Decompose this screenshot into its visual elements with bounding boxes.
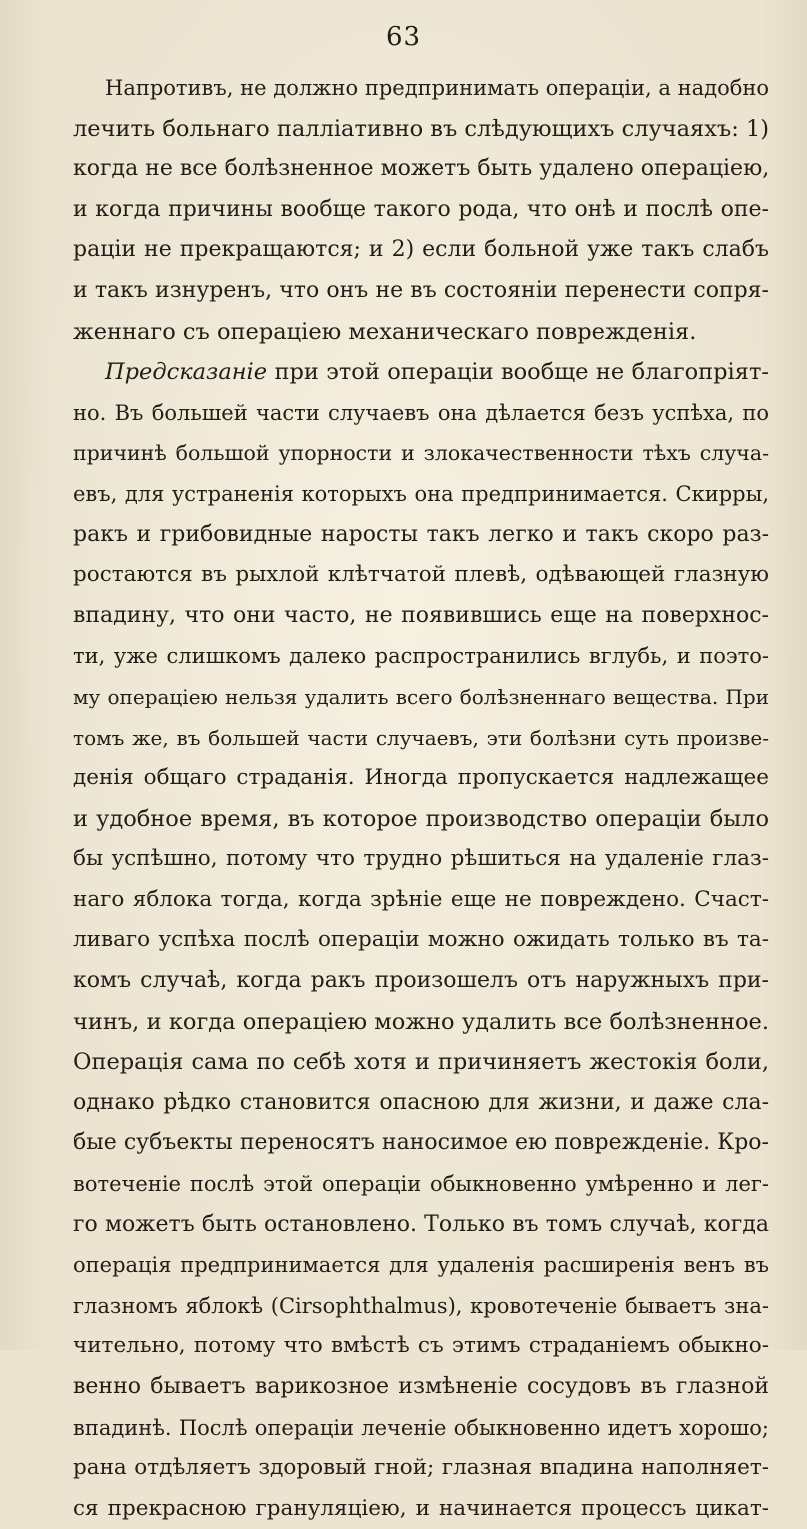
text-line: лечить больнаго палліативно въ слѣдующихъ случаяхъ: 1) <box>73 115 769 142</box>
text-line: однако рѣдко становится опасною для жизни, и даже сла- <box>73 1089 769 1115</box>
text-line: Операція сама по себѣ хотя и причиняетъ жестокія боли, <box>73 1049 769 1076</box>
text-line: но. Въ большей части случаевъ она дѣлается безъ успѣха, по <box>73 400 769 425</box>
text-line: ся прекрасною грануляціею, и начинается процессъ цикат- <box>73 1495 769 1521</box>
text-line: денія общаго страданія. Иногда пропускается надлежащее <box>73 765 769 791</box>
text-line: операція предпринимается для удаленія расширенія венъ въ <box>73 1253 769 1278</box>
text-line: ливаго успѣха послѣ операціи можно ожидать только въ та- <box>73 927 769 953</box>
text-line: комъ случаѣ, когда ракъ произошелъ отъ наружныхъ при- <box>73 968 769 994</box>
text-line: евъ, для устраненія которыхъ она предпринимается. Скирры, <box>73 481 769 506</box>
text-line: му операціею нельзя удалить всего болѣзненнаго вещества. При <box>73 684 769 709</box>
text-line: рана отдѣляетъ здоровый гной; глазная впадина наполняет- <box>73 1455 769 1481</box>
text-line: женнаго съ операціею механическаго поврежденія. <box>73 318 697 345</box>
text-line: впадинѣ. Послѣ операціи леченіе обыкновенно идетъ хорошо; <box>73 1415 769 1440</box>
text-line: и удобное время, въ которое производство операціи было <box>73 805 769 832</box>
page-number: 63 <box>385 22 422 52</box>
text-line: вотеченіе послѣ этой операціи обыкновенно умѣренно и лег- <box>73 1172 769 1197</box>
body-text <box>73 68 769 1529</box>
prognosis-term: Предсказаніе <box>105 359 268 386</box>
text-line: наго яблока тогда, когда зрѣніе еще не повреждено. Счаст- <box>73 886 769 912</box>
text-line-rest: при этой операціи вообще не благопріят- <box>274 359 769 386</box>
text-line: венно бываетъ варикозное измѣненіе сосудовъ въ глазной <box>73 1374 769 1399</box>
text-line: раціи не прекращаются; и 2) если больной уже такъ слабъ <box>73 237 769 263</box>
text-line: чительно, потому что вмѣстѣ съ этимъ страданіемъ обыкно- <box>73 1333 769 1359</box>
text-line: чинъ, и когда операціею можно удалить все болѣзненное. <box>73 1008 769 1035</box>
text-line: когда не все болѣзненное можетъ быть удалено операціею, <box>73 156 769 182</box>
text-line: го можетъ быть остановлено. Только въ томъ случаѣ, когда <box>73 1211 769 1237</box>
text-line: ростаются въ рыхлой клѣтчатой плевѣ, одѣвающей глазную <box>73 562 769 588</box>
text-line: и такъ изнуренъ, что онъ не въ состояніи перенести сопря- <box>73 277 769 303</box>
text-line: Напротивъ, не должно предпринимать операціи, а надобно <box>105 76 769 100</box>
text-line: бы успѣшно, потому что трудно рѣшиться на удаленіе глаз- <box>73 846 769 872</box>
text-line: ти, уже слишкомъ далеко распространились вглубь, и поэто- <box>73 644 769 669</box>
text-line: ракъ и грибовидные наросты такъ легко и такъ скоро раз- <box>73 521 769 547</box>
text-line: глазномъ яблокѣ (Cirsophthalmus), кровотеченіе бываетъ зна- <box>73 1293 769 1318</box>
text-line: причинѣ большой упорности и злокачественности тѣхъ случа- <box>73 441 769 466</box>
text-line-prognosis <box>73 352 769 393</box>
text-line: бые субъекты переносятъ наносимое ею поврежденіе. Кро- <box>73 1130 769 1156</box>
text-line: и когда причины вообще такого рода, что онѣ и послѣ опе- <box>73 196 769 222</box>
text-line: впадину, что они часто, не появившись еще на поверхнос- <box>73 602 769 628</box>
text-line: томъ же, въ большей части случаевъ, эти болѣзни суть произве- <box>73 725 769 750</box>
